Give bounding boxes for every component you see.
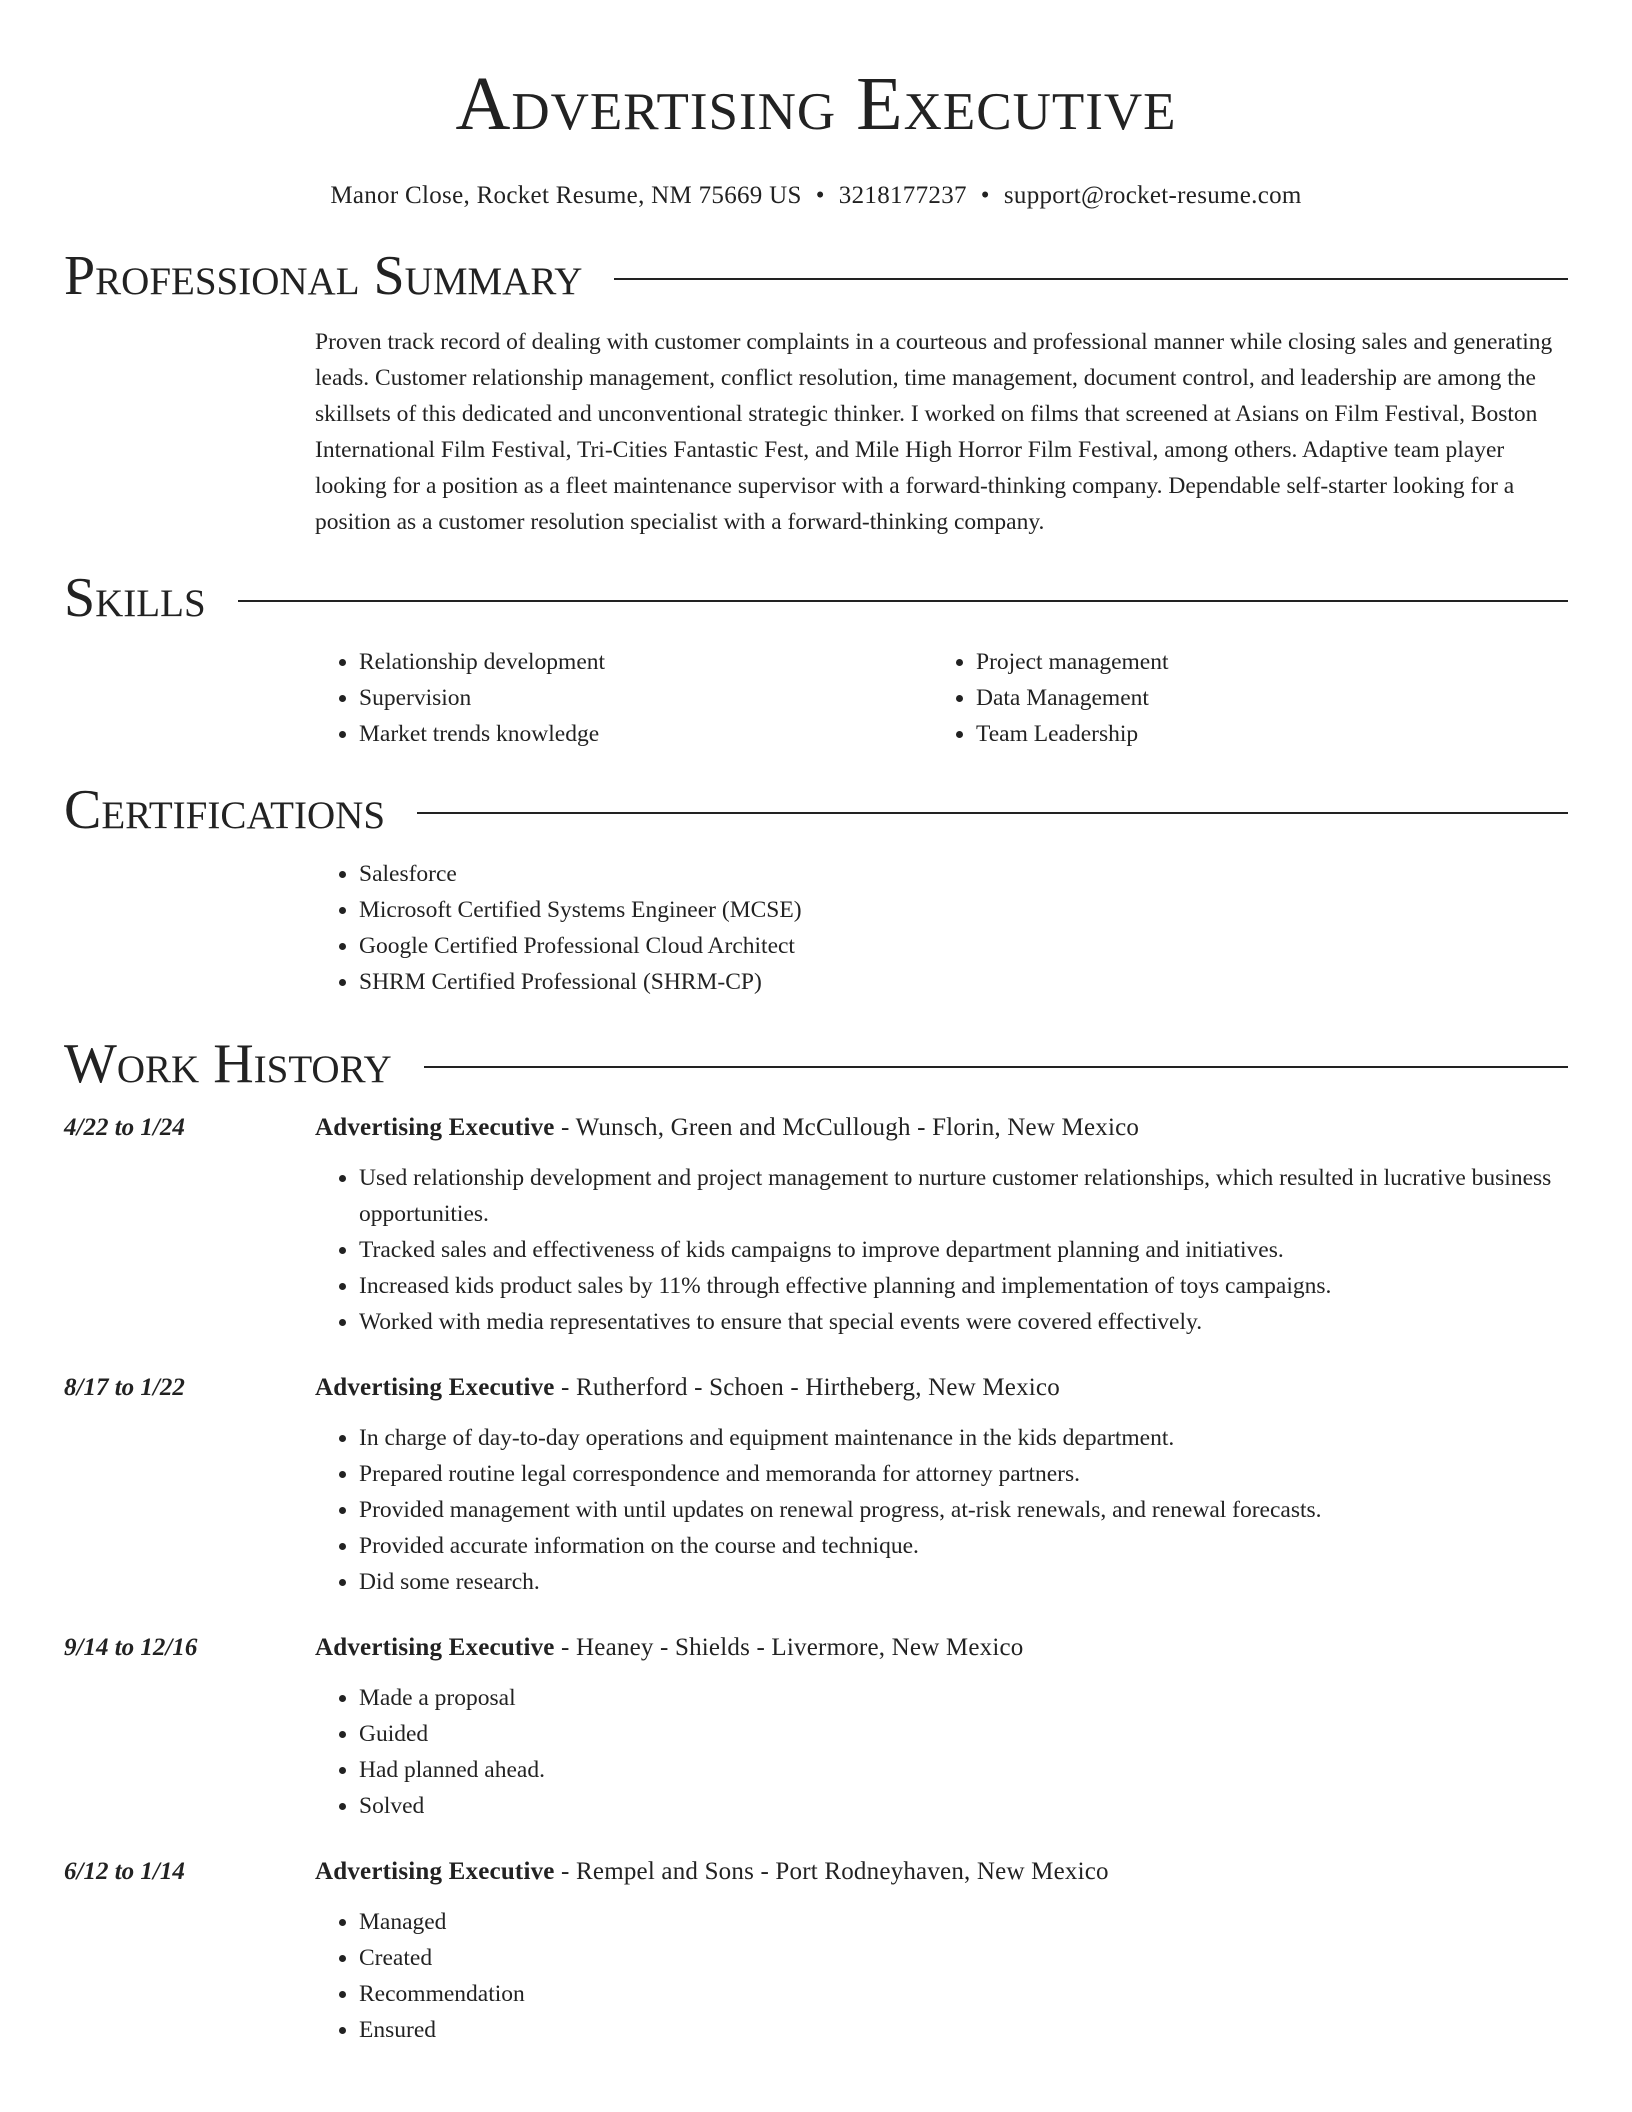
email: support@rocket-resume.com (1003, 182, 1302, 209)
skill-item: • Market trends knowledge (359, 716, 932, 752)
certification-item: • SHRM Certified Professional (SHRM-CP) (359, 964, 1566, 1000)
job-entry (0, 1110, 1632, 1340)
skills-list-right (932, 644, 1549, 752)
job-bullet: • Had planned ahead. (359, 1752, 1566, 1788)
job-role: Advertising Executive (315, 1858, 555, 1885)
summary-text: Proven track record of dealing with customer complaints in a courteous and professional manner while closing sales and generating leads. Customer relationship management, conflict resolution, time management, document control, and leadership are among the skillsets of this dedicated and unconventional strategic thinker. I worked on films that screened at Asians on Film Festival, Boston International Film Festival, Tri-Cities Fantastic Fest, and Mile High Horror Film Festival, among others. Adaptive team player looking for a position as a fleet maintenance supervisor with a forward-thinking company. Dependable self-starter looking for a position as a customer resolution specialist with a forward-thinking company. (315, 329, 1553, 535)
job-bullet: • Guided (359, 1716, 1566, 1752)
contact-line (0, 182, 1632, 210)
job-employer: - Rempel and Sons - Port Rodneyhaven, New Mexico (554, 1858, 1109, 1885)
job-bullet: • Increased kids product sales by 11% through effective planning and implementation of toys campaigns. (359, 1268, 1566, 1304)
certification-item: • Google Certified Professional Cloud Architect (359, 928, 1566, 964)
work-history-section-header (0, 1033, 1632, 1095)
certifications-section (315, 856, 1566, 1000)
job-bullet: • Ensured (359, 2012, 1566, 2048)
job-bullet: • In charge of day-to-day operations and equipment maintenance in the kids department. (359, 1420, 1566, 1456)
job-entry (0, 1854, 1632, 2048)
job-bullet: • Used relationship development and project management to nurture customer relationships, which resulted in lucrative business opportunities. (359, 1160, 1566, 1232)
job-role: Advertising Executive (315, 1634, 555, 1661)
certification-item: • Microsoft Certified Systems Engineer (MCSE) (359, 892, 1566, 928)
section-title: Skills (64, 567, 206, 629)
job-title-line (315, 1370, 1566, 1406)
skill-item: • Project management (976, 644, 1549, 680)
job-bullet: • Did some research. (359, 1564, 1566, 1600)
address: Manor Close, Rocket Resume, NM 75669 US (330, 182, 802, 209)
candidate-name: Advertising Executive (455, 62, 1177, 146)
job-body (315, 1854, 1566, 2048)
certification-item: • Salesforce (359, 856, 1566, 892)
skills-column-left (315, 644, 932, 752)
certifications-list (315, 856, 1566, 1000)
section-divider (424, 1066, 1568, 1068)
job-dates: 8/17 to 1/22 (64, 1374, 185, 1401)
job-title-line (315, 1110, 1566, 1146)
certifications-section-header (0, 779, 1632, 841)
skills-section-header (0, 567, 1632, 629)
section-title: Certifications (64, 779, 386, 841)
job-body (315, 1370, 1566, 1600)
job-title-line (315, 1630, 1566, 1666)
summary-section-header (0, 245, 1632, 307)
section-title: Work History (64, 1033, 392, 1095)
job-entry (0, 1370, 1632, 1600)
job-bullet: • Managed (359, 1904, 1566, 1940)
job-bullet: • Tracked sales and effectiveness of kids campaigns to improve department planning and initiatives. (359, 1232, 1566, 1268)
job-bullet: • Created (359, 1940, 1566, 1976)
job-title-line (315, 1854, 1566, 1890)
contact-separator: • (980, 182, 990, 209)
skill-item: • Data Management (976, 680, 1549, 716)
summary-section (315, 324, 1566, 540)
job-dates: 4/22 to 1/24 (64, 1114, 185, 1141)
job-bullet: • Made a proposal (359, 1680, 1566, 1716)
job-employer: - Rutherford - Schoen - Hirtheberg, New Mexico (554, 1374, 1060, 1401)
job-bullet: • Solved (359, 1788, 1566, 1824)
job-bullets (315, 1904, 1566, 2048)
job-role: Advertising Executive (315, 1114, 555, 1141)
job-bullet: • Provided management with until updates on renewal progress, at-risk renewals, and renewal forecasts. (359, 1492, 1566, 1528)
skill-item: • Team Leadership (976, 716, 1549, 752)
skill-item: • Supervision (359, 680, 932, 716)
skill-item: • Relationship development (359, 644, 932, 680)
job-bullets (315, 1680, 1566, 1824)
skills-section (315, 644, 1566, 752)
job-entry (0, 1630, 1632, 1824)
job-bullet: • Recommendation (359, 1976, 1566, 2012)
section-divider (238, 600, 1568, 602)
job-employer: - Heaney - Shields - Livermore, New Mexico (554, 1634, 1024, 1661)
job-bullet: • Provided accurate information on the course and technique. (359, 1528, 1566, 1564)
job-dates: 9/14 to 12/16 (64, 1634, 198, 1661)
job-body (315, 1110, 1566, 1340)
contact-separator: • (815, 182, 825, 209)
job-bullet: • Prepared routine legal correspondence and memoranda for attorney partners. (359, 1456, 1566, 1492)
job-body (315, 1630, 1566, 1824)
job-bullets (315, 1160, 1566, 1340)
job-role: Advertising Executive (315, 1374, 555, 1401)
section-divider (614, 278, 1568, 280)
job-bullet: • Worked with media representatives to ensure that special events were covered effectively. (359, 1304, 1566, 1340)
skills-column-right (932, 644, 1549, 752)
skills-list-left (315, 644, 932, 752)
job-employer: - Wunsch, Green and McCullough - Florin, New Mexico (554, 1114, 1140, 1141)
job-bullets (315, 1420, 1566, 1600)
job-dates: 6/12 to 1/14 (64, 1858, 185, 1885)
section-divider (417, 812, 1568, 814)
section-title: Professional Summary (64, 245, 583, 307)
phone: 3218177237 (838, 182, 967, 209)
